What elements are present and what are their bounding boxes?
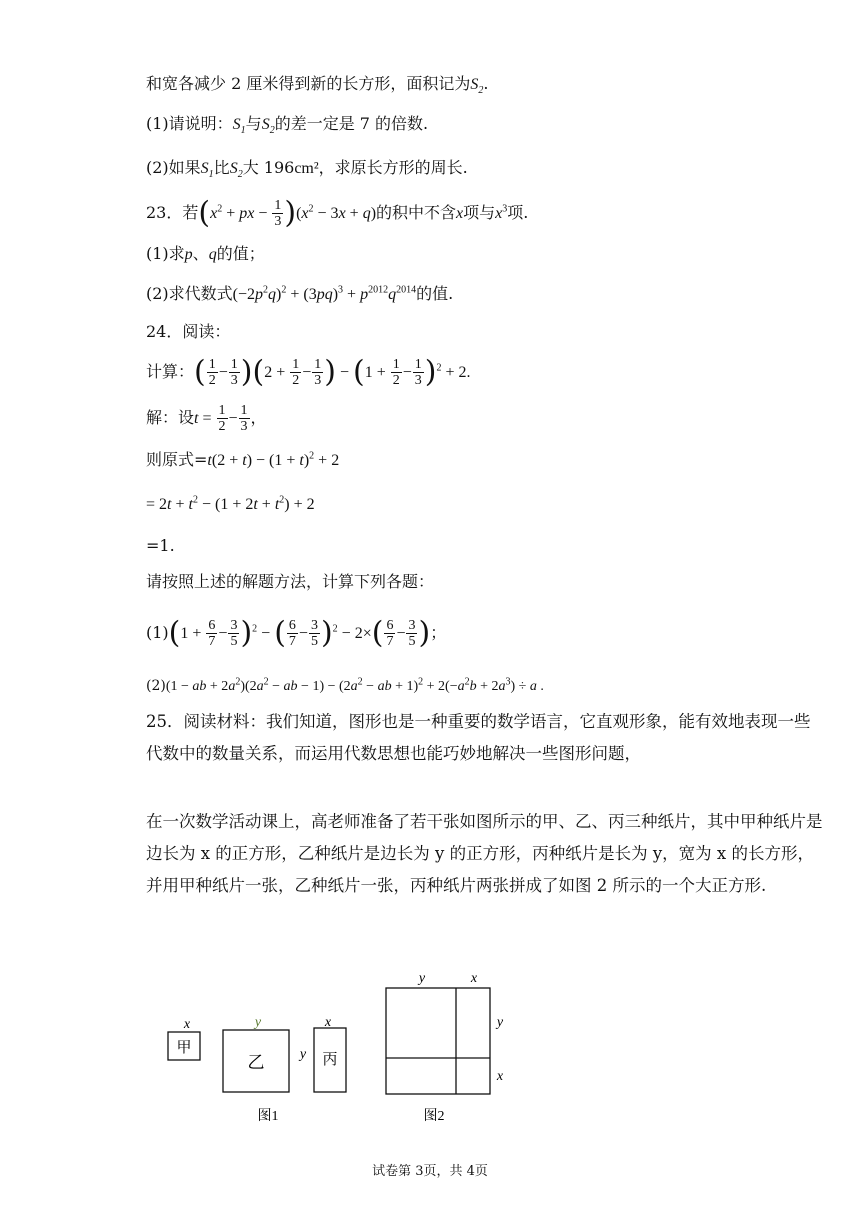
q22-part2-unit: cm²: [294, 160, 319, 177]
q22-part2-than: 比: [213, 158, 230, 177]
q23-stem: 23．若($x^2$ + px − $\frac{1}{3}$ )$(x^2 - 3x + q)$的积中不含x项与$x^3$项.: [146, 195, 529, 231]
fig1-bing-x-label: x: [324, 1015, 332, 1030]
fig2-right-x-label: x: [496, 1069, 504, 1084]
q22-part2-label: (2)如果: [146, 158, 201, 177]
fig1-jia-label: 甲: [176, 1040, 192, 1056]
q23-part1: (1)求p、q的值；: [146, 244, 265, 263]
fig2-right-y-label: y: [496, 1015, 504, 1030]
figure-paper-pieces: [0, 960, 860, 1140]
fig1-bing-y-label: y: [299, 1047, 307, 1062]
q24-solution-label: 解：设: [146, 408, 195, 427]
q22-part2-text: ，求原长方形的周长.: [318, 158, 468, 177]
q24-calc-label: 计算：: [146, 362, 195, 381]
q24-result: [146, 534, 820, 558]
page-footer: 试卷第 3页，共 4页: [372, 1164, 488, 1179]
q24-title: [146, 320, 820, 344]
fig1-yi-y-label: y: [254, 1015, 262, 1030]
q23-mid: 项与: [463, 203, 496, 222]
q24-part2-label: (2): [146, 678, 166, 694]
q23-x: x: [456, 205, 464, 222]
q22-part2-value: 大 196: [242, 158, 295, 177]
q24-title-text: 24．阅读：: [146, 322, 231, 341]
q24-step1: 则原式$=t(2 + t) - (1 + t)^2 + 2$: [146, 450, 340, 469]
q24-calc: 计算：( $\frac{1}{2}$ − $\frac{1}{3}$ )(2 + $\frac{1}{2}$ − $\frac{1}{3}$ ) − (1 + $\frac{1}{2}$ − $\frac{1}{3}$ )$^2$ + 2.: [146, 354, 471, 390]
fig1-caption: 图1: [257, 1109, 279, 1124]
q24-instruction: [146, 570, 820, 594]
q23-part1-sep: 、: [192, 244, 209, 263]
q23-part2: (2)求代数式$(-2p^2q)^2 + (3pq)^3 + p^{2012}q^{2014}$的值.: [146, 284, 454, 303]
q22-part2: (2)如果$S_1$比$S_2$大 196cm²，求原长方形的周长.: [146, 158, 468, 181]
q22-part1-text: 的差一定是 7 的倍数.: [274, 114, 429, 133]
q23-part2-label: (2)求代数式: [146, 284, 233, 303]
q23-stem-text: 的积中不含: [376, 203, 457, 222]
q22-part1: (1)请说明：$S_1$与$S_2$的差一定是 7 的倍数.: [146, 114, 429, 137]
q22-tail-line: 和宽各减少 2 厘米得到新的长方形，面积记为$S_2$.: [146, 74, 489, 97]
q24-solution-set: 解：设t = $\frac{1}{2}$ − $\frac{1}{3}$ ，: [146, 403, 267, 434]
q22-part1-label: (1)请说明：: [146, 114, 233, 133]
q24-part1: (1)(1 + $\frac{6}{7}$ − $\frac{3}{5}$ )$^2$ − ( $\frac{6}{7}$ − $\frac{3}{5}$ )$^2$ − 2×( $\frac{6}{7}$ − $\frac{3}{5}$ )；: [146, 615, 447, 651]
fig2-outer-square: [386, 988, 490, 1094]
q24-part2: (2)(1 − ab + $2a^2)(2a^2$ − ab − $1) - (2a^2$ − ab + $1)^2 + 2(-a^2b + 2a^3) \div a$ .: [146, 676, 544, 694]
q23-part2-text: 的值.: [416, 284, 454, 303]
q25-title: [146, 706, 826, 770]
q23-end: 项.: [507, 203, 529, 222]
q25-title-text: 25．阅读材料：我们知道，图形也是一种重要的数学语言，它直观形象，能有效地表现一些代数中的数量关系，而运用代数思想也能巧妙地解决一些图形问题，: [146, 712, 811, 763]
q24-result-text: =1.: [146, 536, 175, 555]
q23-part1-label: (1)求: [146, 244, 185, 263]
q24-step1-label: 则原式=: [146, 450, 208, 469]
fig1-bing-label: 丙: [322, 1052, 338, 1068]
q25-body-text: 在一次数学活动课上，高老师准备了若干张如图所示的甲、乙、丙三种纸片，其中甲种纸片是边长为 x 的正方形，乙种纸片是边长为 y 的正方形，丙种纸片是长为 y，宽为 x 的长方形，并用甲种纸片一张，乙种纸片一张，丙种纸片两张拼成了如图 2 所示的一个大正方形.: [146, 812, 823, 895]
q22-part1-and: 与: [245, 114, 262, 133]
q25-body: [146, 806, 826, 902]
fig2-top-x-label: x: [470, 971, 478, 986]
fig2-top-y-label: y: [418, 971, 426, 986]
s2-symbol: $S_2$: [470, 76, 484, 97]
q22-tail-text: 和宽各减少 2 厘米得到新的长方形，面积记为: [146, 74, 471, 93]
q24-part1-label: (1): [146, 623, 169, 642]
q23-part1-text: 的值；: [216, 244, 265, 263]
q23-number: 23．若: [146, 203, 199, 222]
fig2-caption: 图2: [423, 1109, 445, 1124]
fig1-yi-label: 乙: [247, 1053, 265, 1072]
q24-instruction-text: 请按照上述的解题方法，计算下列各题：: [146, 572, 435, 591]
q24-step2: = $2t + t^2 - (1 + 2t + t^2) + 2$: [146, 494, 315, 513]
fig1-jia-x-label: x: [183, 1017, 191, 1032]
